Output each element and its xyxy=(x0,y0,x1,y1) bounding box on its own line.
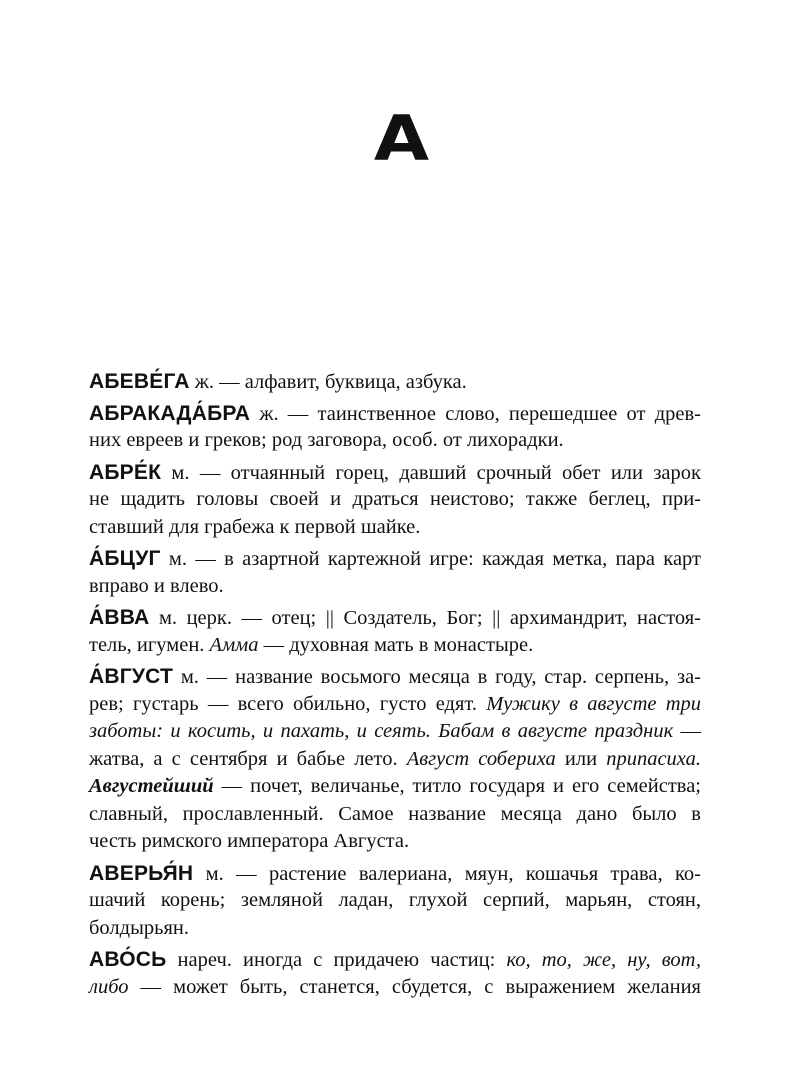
entry-line xyxy=(89,860,701,888)
entry-line xyxy=(89,773,701,801)
definition-text: — духовная мать в монастыре. xyxy=(258,633,534,656)
entry-line xyxy=(89,718,701,746)
italic-text: Амма xyxy=(209,633,259,656)
entry-line xyxy=(89,427,701,455)
entry-line xyxy=(89,915,701,943)
dictionary-entry xyxy=(89,400,701,455)
headword: АБРЕ́К xyxy=(89,460,162,484)
headword: АВО́СЬ xyxy=(89,948,167,971)
italic-text: Август собериха xyxy=(406,747,556,770)
definition-text: — xyxy=(673,720,702,742)
entry-line xyxy=(89,486,701,514)
definition-text: тель, игумен. xyxy=(89,633,210,656)
definition-text: болдырьян. xyxy=(89,916,189,939)
italic-text: заботы: и косить, и пахать, и сеять. Бабам в августе праздник xyxy=(89,720,674,742)
definition-text: жатва, а с сентября и бабье лето. xyxy=(89,747,407,770)
dictionary-entry xyxy=(89,663,701,856)
definition-text: рев; густарь — всего обильно, густо едят. xyxy=(89,692,487,715)
definition-text: славный, прославленный. Самое название месяца дано было в xyxy=(89,802,701,825)
dictionary-entry xyxy=(89,604,701,659)
headword: АВЕРЬЯ́Н xyxy=(89,861,194,885)
entry-line xyxy=(89,663,701,691)
entry-line xyxy=(89,368,701,396)
headword: А́ВГУСТ xyxy=(89,665,173,688)
dictionary-entry xyxy=(89,545,701,600)
definition-text: них евреев и греков; род заговора, особ. от лихорадки. xyxy=(89,429,564,451)
entry-line xyxy=(89,400,701,428)
dictionary-entry xyxy=(89,860,701,943)
entry-line xyxy=(89,545,701,573)
definition-text: ж. — алфавит, буквица, азбука. xyxy=(189,371,467,393)
entry-line xyxy=(89,632,701,660)
entry-line xyxy=(89,746,701,774)
dictionary-entry xyxy=(89,459,701,542)
definition-text: ж. — таинственное слово, перешедшее от древ- xyxy=(250,402,701,425)
definition-text: не щадить головы своей и драться неистово; также беглец, при- xyxy=(89,488,701,510)
entry-line xyxy=(89,604,701,632)
definition-text: м. церк. — отец; || Создатель, Бог; || архимандрит, настоя- xyxy=(149,607,701,629)
definition-text: вправо и влево. xyxy=(89,574,224,597)
entry-line xyxy=(89,828,701,856)
entry-line xyxy=(89,459,701,487)
italic-text: припасиха. xyxy=(606,747,701,770)
definition-text: нареч. иногда с придачею частиц: xyxy=(166,949,507,971)
entry-line xyxy=(89,946,701,974)
entry-line xyxy=(89,514,701,542)
headword: А́ВВА xyxy=(89,606,150,629)
definition-text: м. — отчаянный горец, давший срочный обет или зарок xyxy=(161,461,701,484)
definition-text: м. — в азартной картежной игре: каждая метка, пара карт xyxy=(160,548,701,570)
dictionary-entries xyxy=(89,368,701,1001)
chapter-letter: А xyxy=(373,102,430,175)
italic-text: Мужику в августе три xyxy=(486,692,702,715)
definition-text: м. — растение валериана, мяун, кошачья трава, ко- xyxy=(193,862,701,885)
definition-text: шачий корень; земляной ладан, глухой серпий, марьян, стоян, xyxy=(89,889,701,911)
headword: АБРАКАДА́БРА xyxy=(89,401,251,425)
definition-text: или xyxy=(555,747,607,770)
entry-line xyxy=(89,801,701,829)
dictionary-entry xyxy=(89,368,701,396)
entry-line xyxy=(89,691,701,719)
definition-text: м. — название восьмого месяца в году, стар. серпень, за- xyxy=(172,666,701,688)
dictionary-entry xyxy=(89,946,701,1001)
entry-line xyxy=(89,974,701,1002)
definition-text: ставший для грабежа к первой шайке. xyxy=(89,515,421,538)
definition-text: — почет, величанье, титло государя и его семейства; xyxy=(213,775,701,797)
headword: АБЕВЕ́ГА xyxy=(89,370,190,393)
definition-text: честь римского императора Августа. xyxy=(89,830,410,852)
italic-text: ко, то, же, ну, вот, xyxy=(506,949,702,971)
definition-text: — может быть, станется, сбудется, с выражением желания xyxy=(128,975,701,998)
italic-text: Августейший xyxy=(89,775,214,797)
italic-text: либо xyxy=(89,975,129,998)
entry-line xyxy=(89,573,701,601)
entry-line xyxy=(89,887,701,915)
headword: А́БЦУГ xyxy=(89,547,161,570)
